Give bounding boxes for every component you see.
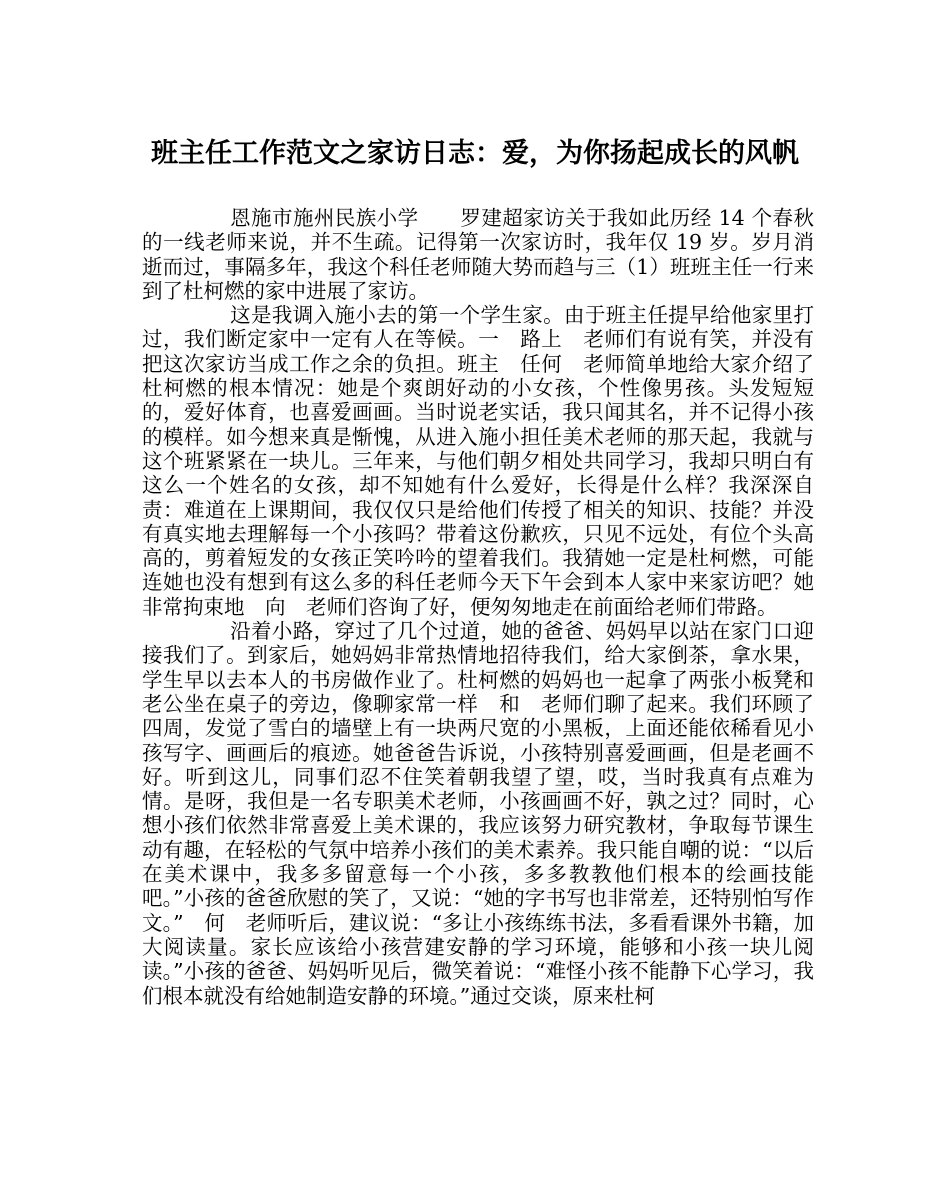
paragraph: 沿着小路，穿过了几个过道，她的爸爸、妈妈早以站在家门口迎接我们了。到家后，她妈妈非常热情地招待我们，给大家倒茶，拿水果，学生早以去本人的书房做作业了。杜柯燃的妈妈也一起拿了两张小板凳和老公坐在桌子的旁边，像聊家常一样 和 老师们聊了起来。我们环顾了四周，发觉了雪白的墙壁上有一块两尺宽的小黑板，上面还能依稀看见小孩写字、画画后的痕迹。她爸爸告诉说，小孩特别喜爱画画，但是老画不好。听到这儿，同事们忍不住笑着朝我望了望，哎，当时我真有点难为情。是呀，我但是一名专职美术老师，小孩画画不好，孰之过？同时，心想小孩们依然非常喜爱上美术课的，我应该努力研究教材，争取每节课生动有趣，在轻松的气氛中培养小孩们的美术素养。我只能自嘲的说：“以后在美术课中，我多多留意每一个小孩，多多教教他们根本的绘画技能吧。”小孩的爸爸欣慰的笑了，又说：“她的字书写也非常差，还特别怕写作文。” 何 老师听后，建议说：“多让小孩练练书法，多看看课外书籍，加大阅读量。家长应该给小孩营建安静的学习环境，能够和小孩一块儿阅读。”小孩的爸爸、妈妈听见后，微笑着说：“难怪小孩不能静下心学习，我们根本就没有给她制造安静的环境。”通过交谈，原来杜柯 bbox=[142, 619, 814, 1008]
document-body bbox=[142, 206, 814, 1008]
paragraph: 这是我调入施小去的第一个学生家。由于班主任提早给他家里打过，我们断定家中一定有人在等候。一 路上 老师们有说有笑，并没有把这次家访当成工作之余的负担。班主 任何 老师简单地给大家介绍了杜柯燃的根本情况：她是个爽朗好动的小女孩，个性像男孩。头发短短的，爱好体育，也喜爱画画。当时说老实话，我只闻其名，并不记得小孩的模样。如今想来真是惭愧，从进入施小担任美术老师的那天起，我就与这个班紧紧在一块儿。三年来，与他们朝夕相处共同学习，我却只明白有这么一个姓名的女孩，却不知她有什么爱好，长得是什么样？我深深自责：难道在上课期间，我仅仅只是给他们传授了相关的知识、技能？并没有真实地去理解每一个小孩吗？带着这份歉疚，只见不远处，有位个头高高的，剪着短发的女孩正笑吟吟的望着我们。我猜她一定是杜柯燃，可能连她也没有想到有这么多的科任老师今天下午会到本人家中来家访吧？她非常拘束地 向 老师们咨询了好，便匆匆地走在前面给老师们带路。 bbox=[142, 303, 814, 619]
paragraph: 恩施市施州民族小学 罗建超家访关于我如此历经 14 个春秋的一线老师来说，并不生疏。记得第一次家访时，我年仅 19 岁。岁月消逝而过，事隔多年，我这个科任老师随大势而趋与三（1）班班主任一行来到了杜柯燃的家中进展了家访。 bbox=[142, 206, 814, 303]
document-title: 班主任工作范文之家访日志：爱，为你扬起成长的风帆 bbox=[151, 138, 799, 169]
